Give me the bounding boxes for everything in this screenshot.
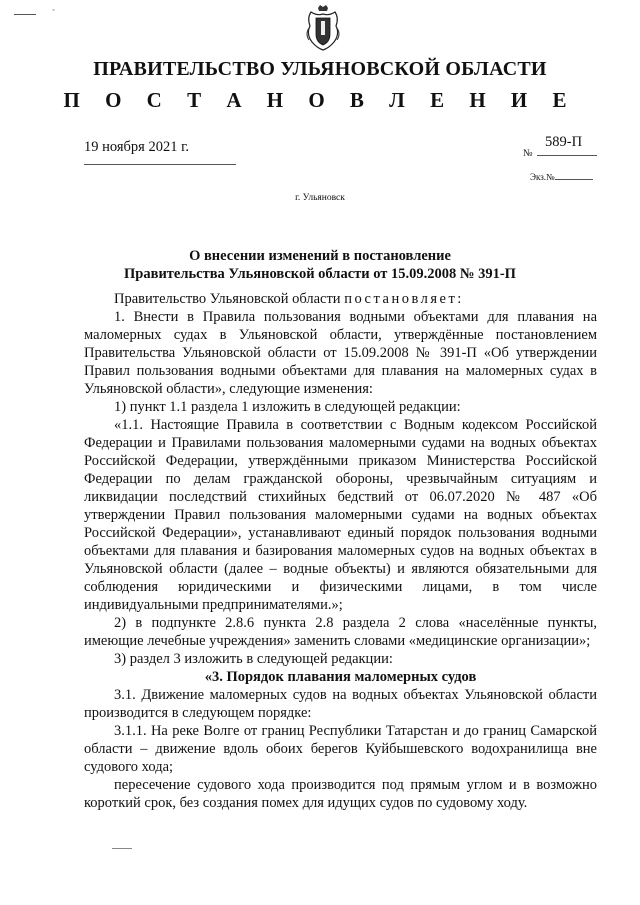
paragraph-2: 1) пункт 1.1 раздела 1 изложить в следующей редакции: — [114, 399, 461, 415]
intro-start: Правительство Ульяновской области — [114, 291, 345, 307]
paragraph-3: «1.1. Настоящие Правила в соответствии с Водным кодексом Российской Федерации и Правилами пользования маломерными судами на водных объектах Российской Федерации, утверждёнными приказом Министерства Российской Федерации по делам гражданской обороны, чрезвычайным ситуациям и ликвидации последствий стихийных бедствий от 06.07.2020 № 487 «Об утверждении Правил пользования маломерными судами на водных объектах Российской Федерации», устанавливают единый порядок пользования водными объектами для плавания и базирования маломерных судов на водных объектах в Ульяновской области (далее – водные объекты) и являются обязательными для соблюдения юридическими и физическими лицами, в том числе индивидуальными предпринимателями.»; — [84, 417, 597, 613]
copy-number-field — [530, 172, 593, 182]
number-underline — [537, 155, 597, 156]
corner-mark: ˚ — [52, 8, 55, 18]
document-type: П О С Т А Н О В Л Е Н И Е — [63, 88, 577, 112]
paragraph-5: 3) раздел 3 изложить в следующей редакции: — [114, 651, 393, 667]
intro-end: : — [457, 291, 462, 307]
resolution-intro — [84, 290, 597, 308]
document-body — [84, 290, 597, 812]
government-title: ПРАВИТЕЛЬСТВО УЛЬЯНОВСКОЙ ОБЛАСТИ — [93, 58, 547, 80]
subject-line-2: Правительства Ульяновской области от 15.09.2008 № 391-П — [124, 266, 516, 282]
paragraph-8: 3.1.1. На реке Волге от границ Республики Татарстан и до границ Самарской области – движение вдоль обоих берегов Куйбышевского водохранилища вне судового хода; — [84, 723, 597, 775]
coat-of-arms-icon — [303, 4, 343, 54]
footer-dash — [112, 848, 132, 849]
document-subject — [0, 247, 640, 283]
subject-line-1: О внесении изменений в постановление — [189, 248, 451, 264]
copy-label: Экз.№ — [530, 172, 555, 182]
intro-decree-word: постановляет — [344, 291, 458, 307]
document-date: 19 ноября 2021 г. — [84, 139, 190, 155]
paragraph-1: 1. Внести в Правила пользования водными объектами для плавания на маломерных судах в Ульяновской области, утверждённые постановлением Правительства Ульяновской области от 15.09.2008 № 391-П «Об утверждении Правил пользования водными объектами для плавания на маломерных судах в Ульяновской области», следующие изменения: — [84, 309, 597, 397]
date-underline — [84, 164, 236, 165]
paragraph-4: 2) в подпункте 2.8.6 пункта 2.8 раздела 2 слова «населённые пункты, имеющие лечебные учреждения» заменить словами «медицинские организации»; — [84, 615, 597, 649]
section-heading: «3. Порядок плавания маломерных судов — [204, 669, 477, 685]
paragraph-7: 3.1. Движение маломерных судов на водных объектах Ульяновской области производится в следующем порядке: — [84, 687, 597, 721]
city: г. Ульяновск — [295, 193, 345, 203]
paragraph-9: пересечение судового хода производится под прямым углом и в возможно короткий срок, без создания помех для идущих судов по судовому ходу. — [84, 777, 597, 811]
copy-number-blank — [555, 179, 593, 180]
corner-dash — [14, 14, 36, 15]
document-number: 589-П — [545, 134, 583, 150]
number-sign: № — [523, 148, 533, 159]
